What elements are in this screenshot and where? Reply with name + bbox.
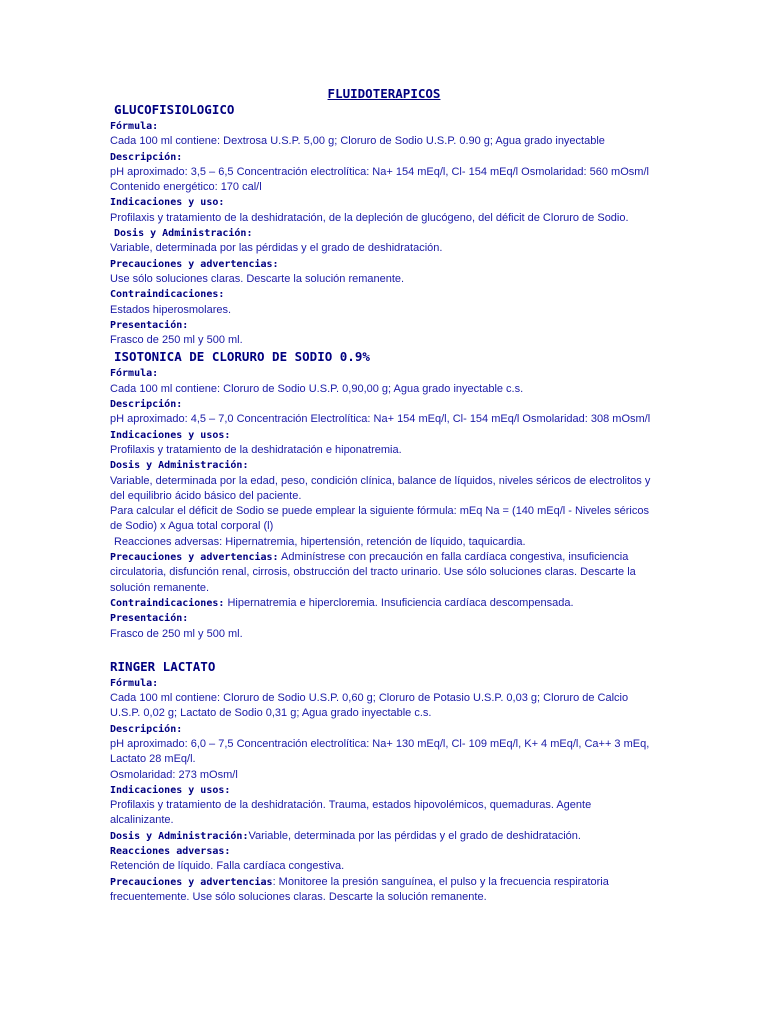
precauciones-label: Precauciones y advertencias: bbox=[110, 552, 279, 564]
dosis-text: Variable, determinada por la edad, peso, condición clínica, balance de líquidos, niveles séricos de electrolitos y del equilibrio ácido básico del paciente. bbox=[110, 474, 651, 502]
descripcion-text: pH aproximado: 6,0 – 7,5 Concentración electrolítica: Na+ 130 mEq/l, Cl- 109 mEq/l, K+ 4 mEq/l, Ca++ 3 mEq, Lactato 28 mEq/l. bbox=[110, 737, 650, 766]
precauciones-paragraph bbox=[110, 550, 655, 596]
contraindicaciones-label: Contraindicaciones: bbox=[110, 597, 225, 609]
reacciones-label: Reacciones adversas: bbox=[110, 846, 231, 858]
document-title: FLUIDOTERAPICOS bbox=[327, 86, 441, 101]
formula-text: Cada 100 ml contiene: Dextrosa U.S.P. 5,00 g; Cloruro de Sodio U.S.P. 0.90 g; Agua grado inyectable bbox=[110, 135, 605, 148]
precauciones-label: Precauciones y advertencias: bbox=[110, 258, 279, 270]
indicaciones-text: Profilaxis y tratamiento de la deshidratación e hiponatremia. bbox=[110, 443, 402, 456]
contraindicaciones-paragraph bbox=[110, 596, 655, 611]
section-heading-ringer-lactato: RINGER LACTATO bbox=[110, 658, 216, 674]
formula-text: Cada 100 ml contiene: Cloruro de Sodio U.S.P. 0,90,00 g; Agua grado inyectable c.s. bbox=[110, 382, 524, 395]
presentacion-label: Presentación: bbox=[110, 319, 189, 331]
section-heading-isotonica: ISOTONICA DE CLORURO DE SODIO 0.9% bbox=[114, 349, 370, 365]
document-body bbox=[110, 101, 655, 905]
reacciones-text: Reacciones adversas: Hipernatremia, hipertensión, retención de líquido, taquicardia. bbox=[114, 535, 526, 548]
formula-text: Cada 100 ml contiene: Cloruro de Sodio U.S.P. 0,60 g; Cloruro de Potasio U.S.P. 0,03 g; Cloruro de Calcio U.S.P. 0,02 g; Lactato de Sodio 0,31 g; Agua grado inyectable c.s. bbox=[110, 692, 629, 720]
precauciones-text: Use sólo soluciones claras. Descarte la solución remanente. bbox=[110, 272, 405, 285]
section-spacer bbox=[110, 642, 655, 658]
precauciones-text: : Monitoree la presión sanguínea, el pulso y la frecuencia respiratoria frecuentemente. Use sólo soluciones claras. Descarte la solución remanente. bbox=[110, 875, 609, 903]
descripcion-text: pH aproximado: 4,5 – 7,0 Concentración Electrolítica: Na+ 154 mEq/l, Cl- 154 mEq/l Osmolaridad: 308 mOsm/l bbox=[110, 413, 651, 426]
dosis-label: Dosis y Administración: bbox=[110, 460, 249, 472]
presentacion-text: Frasco de 250 ml y 500 ml. bbox=[110, 334, 243, 347]
dosis-text: Variable, determinada por las pérdidas y el grado de deshidratación. bbox=[110, 242, 443, 255]
indicaciones-label: Indicaciones y usos: bbox=[110, 429, 231, 441]
indicaciones-label: Indicaciones y uso: bbox=[110, 197, 225, 209]
contraindicaciones-text: Estados hiperosmolares. bbox=[110, 303, 232, 316]
reacciones-text: Retención de líquido. Falla cardíaca congestiva. bbox=[110, 860, 345, 873]
precauciones-label: Precauciones y advertencias bbox=[110, 876, 273, 888]
dosis-text: Variable, determinada por las pérdidas y el grado de deshidratación. bbox=[248, 829, 581, 842]
precauciones-text: Adminístrese con precaución en falla cardíaca congestiva, insuficiencia circulatoria, disfunción renal, cirrosis, obstrucción del tracto urinario. Use sólo soluciones claras. Descarte la solución remanente. bbox=[110, 551, 636, 594]
presentacion-label: Presentación: bbox=[110, 613, 189, 625]
formula-label: Fórmula: bbox=[110, 677, 159, 689]
formula-label: Fórmula: bbox=[110, 121, 159, 132]
descripcion-text: pH aproximado: 3,5 – 6,5 Concentración electrolítica: Na+ 154 mEq/l, Cl- 154 mEq/l Osmolaridad: 560 mOsm/l Contenido energético: 170 cal/l bbox=[110, 165, 649, 194]
formula-label: Fórmula: bbox=[110, 368, 159, 380]
indicaciones-text: Profilaxis y tratamiento de la deshidratación. Trauma, estados hipovolémicos, quemaduras. Agente alcalinizante. bbox=[110, 799, 592, 827]
descripcion-label: Descripción: bbox=[110, 723, 183, 735]
indicaciones-label: Indicaciones y usos: bbox=[110, 784, 231, 796]
descripcion-label: Descripción: bbox=[110, 151, 183, 163]
descripcion-label: Descripción: bbox=[110, 399, 183, 411]
contraindicaciones-label: Contraindicaciones: bbox=[110, 289, 225, 301]
precauciones-paragraph bbox=[110, 875, 655, 906]
dosis-paragraph bbox=[110, 829, 655, 844]
presentacion-text: Frasco de 250 ml y 500 ml. bbox=[110, 627, 243, 640]
dosis-label: Dosis y Administración: bbox=[110, 830, 249, 842]
section-heading-glucofisiologico: GLUCOFISIOLOGICO bbox=[114, 102, 235, 117]
contraindicaciones-text: Hipernatremia e hipercloremia. Insuficiencia cardíaca descompensada. bbox=[224, 596, 574, 609]
indicaciones-text: Profilaxis y tratamiento de la deshidratación, de la depleción de glucógeno, del déficit de Cloruro de Sodio. bbox=[110, 211, 629, 224]
dosis-label: Dosis y Administración: bbox=[114, 228, 253, 240]
osmolaridad-text: Osmolaridad: 273 mOsm/l bbox=[110, 768, 238, 781]
sodium-deficit-formula: Para calcular el déficit de Sodio se puede emplear la siguiente fórmula: mEq Na = (140 mEq/l - Niveles séricos de Sodio) x Agua total corporal (l) bbox=[110, 505, 649, 533]
